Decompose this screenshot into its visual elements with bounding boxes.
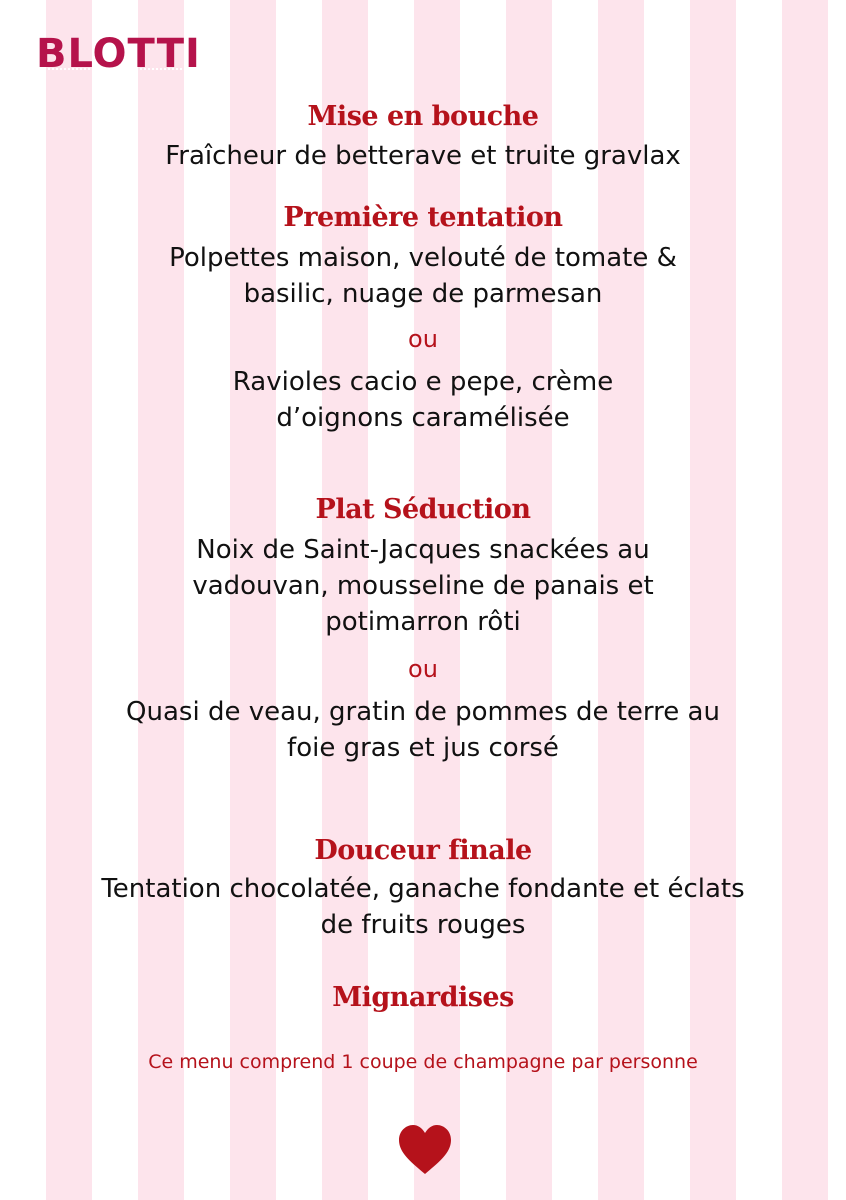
course-title-mise-en-bouche: Mise en bouche — [307, 101, 539, 132]
dish-quasi-de-veau: Quasi de veau, gratin de pommes de terre au foie gras et jus corsé — [126, 697, 720, 763]
brand-logo: BLOTTI — [36, 31, 201, 77]
dish-mise-en-bouche: Fraîcheur de betterave et truite gravlax — [165, 141, 681, 171]
footer-note: Ce menu comprend 1 coupe de champagne par personne — [148, 1051, 698, 1073]
heart-icon — [397, 1124, 453, 1176]
course-title-douceur-finale: Douceur finale — [314, 835, 532, 866]
dish-chocolat: Tentation chocolatée, ganache fondante et éclats de fruits rouges — [101, 874, 745, 940]
separator-ou: ou — [408, 655, 438, 683]
dish-ravioles: Ravioles cacio e pepe, crème d’oignons caramélisée — [232, 367, 614, 433]
dish-polpettes: Polpettes maison, velouté de tomate & basilic, nuage de parmesan — [169, 243, 677, 309]
course-title-plat-seduction: Plat Séduction — [315, 494, 531, 525]
dish-saint-jacques: Noix de Saint-Jacques snackées au vadouvan, mousseline de panais et potimarron rôti — [192, 535, 654, 637]
course-title-mignardises: Mignardises — [332, 982, 514, 1013]
course-title-premiere-tentation: Première tentation — [283, 202, 563, 233]
separator-ou: ou — [408, 325, 438, 353]
